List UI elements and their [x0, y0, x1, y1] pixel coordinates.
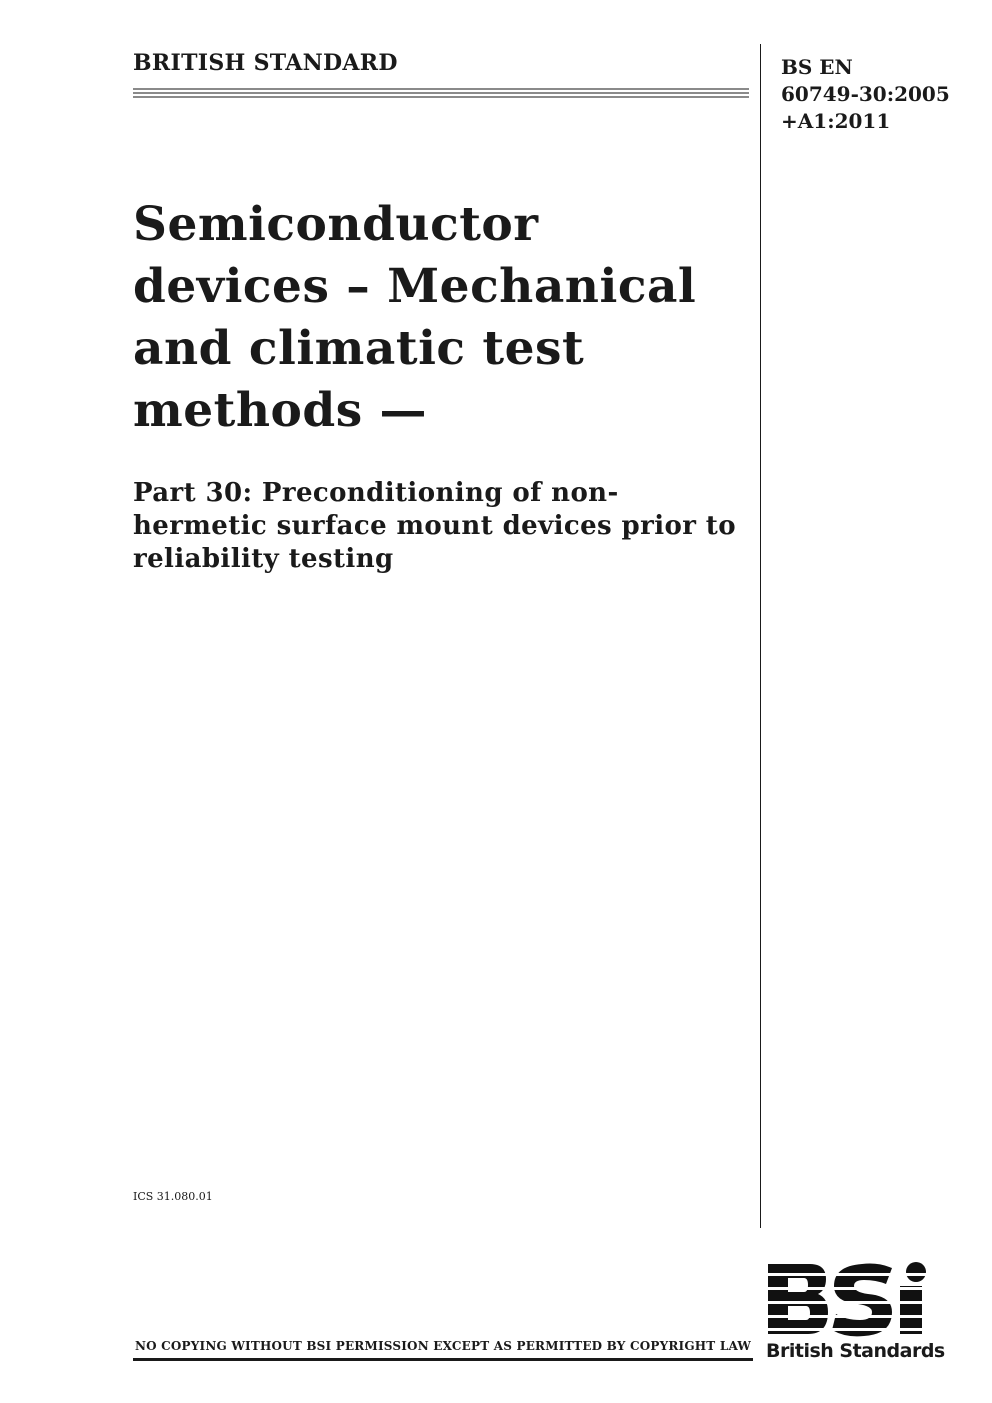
ics-code: ICS 31.080.01	[133, 1190, 213, 1203]
header-rule-line	[133, 88, 749, 90]
part-title	[133, 477, 758, 576]
main-title	[133, 194, 743, 442]
main-title-line: devices – Mechanical	[133, 259, 697, 314]
standard-number-line: BS EN	[781, 55, 853, 79]
standard-number-line: +A1:2011	[781, 109, 891, 133]
header-rule	[133, 88, 749, 100]
standard-number-line: 60749-30:2005	[781, 82, 950, 106]
main-title-line: methods —	[133, 383, 428, 438]
document-type-label: BRITISH STANDARD	[133, 50, 398, 76]
bsi-logo-name: British Standards	[766, 1340, 945, 1362]
part-title-line: reliability testing	[133, 544, 394, 574]
header-rule-line	[133, 96, 749, 98]
footer-rule	[133, 1358, 753, 1361]
part-title-line: hermetic surface mount devices prior to	[133, 511, 736, 541]
main-title-line: Semiconductor	[133, 197, 539, 252]
copyright-notice: NO COPYING WITHOUT BSI PERMISSION EXCEPT AS PERMITTED BY COPYRIGHT LAW	[134, 1339, 752, 1353]
standard-number	[781, 54, 950, 135]
header-rule-line	[133, 92, 749, 94]
main-title-line: and climatic test	[133, 321, 585, 376]
bsi-logo	[766, 1262, 946, 1370]
vertical-divider	[760, 44, 761, 1228]
part-title-line: Part 30: Preconditioning of non-	[133, 478, 619, 508]
bsi-logo-mark	[766, 1262, 946, 1338]
